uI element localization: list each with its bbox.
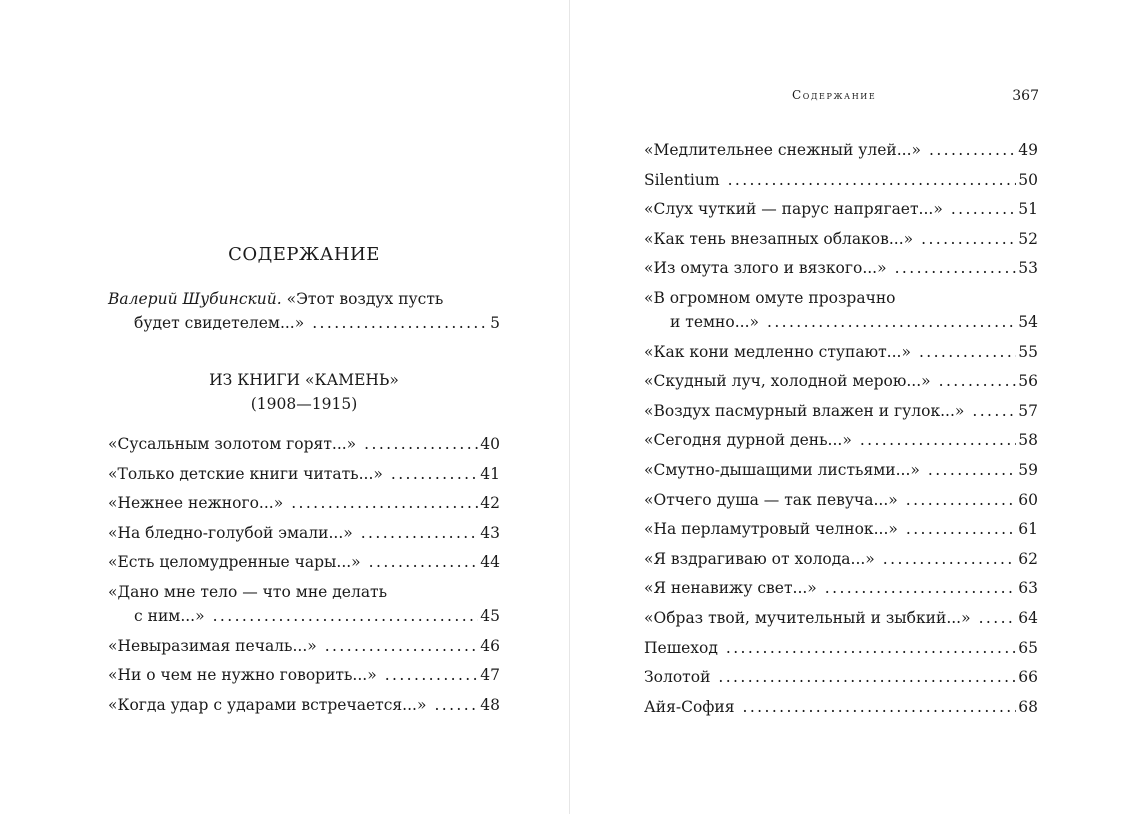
toc-entry-page: 43 <box>480 523 500 542</box>
section-years: (1908—1915) <box>250 395 358 413</box>
toc-entry[interactable] <box>644 665 1038 689</box>
dot-leader <box>434 693 478 717</box>
section-heading: ИЗ КНИГИ «КАМЕНЬ» <box>209 371 399 389</box>
toc-entry-title: «Нежнее нежного...» <box>108 494 284 513</box>
toc-entry-page: 41 <box>480 464 500 483</box>
toc-entry-title: «На бледно-голубой эмали...» <box>108 523 353 542</box>
toc-entry-title: «Я ненавижу свет...» <box>644 579 817 598</box>
toc-entry-title: «Я вздрагиваю от холода...» <box>644 549 875 568</box>
intro-title-line1: «Этот воздух пусть <box>286 290 444 308</box>
toc-entry-title-line2: с ним...» <box>134 606 205 625</box>
dot-leader <box>364 432 478 456</box>
toc-entry-title: Silentium <box>644 170 720 189</box>
toc-entry[interactable] <box>108 634 500 658</box>
toc-entry[interactable] <box>644 168 1038 192</box>
dot-leader <box>391 462 478 486</box>
toc-entry-title: «Ни о чем не нужно говорить...» <box>108 666 377 685</box>
toc-entry-page: 47 <box>480 666 500 685</box>
toc-entry-page: 52 <box>1018 229 1038 248</box>
toc-entry-title: Золотой <box>644 668 711 687</box>
toc-entry-page: 61 <box>1018 520 1038 539</box>
toc-entry[interactable] <box>108 550 500 574</box>
toc-entry-multiline[interactable] <box>644 286 1038 334</box>
toc-entry[interactable] <box>644 517 1038 541</box>
toc-entry-page: 55 <box>1018 342 1038 361</box>
toc-entry[interactable] <box>644 636 1038 660</box>
toc-entry-title: «Отчего душа — так певуча...» <box>644 490 898 509</box>
toc-entry-page: 45 <box>480 606 500 625</box>
dot-leader <box>726 636 1016 660</box>
toc-entry[interactable] <box>644 488 1038 512</box>
dot-leader <box>951 197 1016 221</box>
toc-entry-title: «Сусальным золотом горят...» <box>108 435 357 453</box>
toc-intro-entry[interactable] <box>108 287 500 335</box>
toc-entry[interactable] <box>644 197 1038 221</box>
toc-entry-page: 63 <box>1018 579 1038 598</box>
left-toc-list <box>108 432 500 722</box>
toc-entry[interactable] <box>644 428 1038 452</box>
toc-entry-title: «Как тень внезапных облаков...» <box>644 229 914 248</box>
toc-entry-page: 44 <box>480 553 500 572</box>
dot-leader <box>728 168 1017 192</box>
toc-entry-title: «Смутно-дышащими листьями...» <box>644 460 920 479</box>
toc-entry-title-line2: и темно...» <box>670 312 759 331</box>
dot-leader <box>312 311 488 335</box>
toc-entry-page: 54 <box>1018 312 1038 331</box>
toc-entry-page: 50 <box>1018 170 1038 189</box>
toc-entry[interactable] <box>108 462 500 486</box>
dot-leader <box>921 227 1016 251</box>
toc-entry-title: «Сегодня дурной день...» <box>644 431 852 450</box>
dot-leader <box>919 340 1016 364</box>
toc-entry-page: 65 <box>1018 638 1038 657</box>
toc-entry-title: «Образ твой, мучительный и зыбкий...» <box>644 608 971 627</box>
toc-entry[interactable] <box>108 432 500 456</box>
toc-entry[interactable] <box>108 663 500 687</box>
toc-entry-page: 42 <box>480 494 500 513</box>
toc-entry-page: 56 <box>1018 372 1038 391</box>
intro-page-number: 5 <box>490 314 500 332</box>
dot-leader <box>939 369 1017 393</box>
dot-leader <box>718 665 1016 689</box>
toc-entry-title: «Слух чуткий — парус напрягает...» <box>644 200 943 219</box>
toc-entry-page: 49 <box>1018 141 1038 159</box>
dot-leader <box>906 488 1016 512</box>
toc-entry-title: «Воздух пасмурный влажен и гулок...» <box>644 401 965 420</box>
intro-author: Валерий Шубинский. <box>108 290 282 308</box>
dot-leader <box>883 547 1016 571</box>
toc-entry-title: «Есть целомудренные чары...» <box>108 553 361 572</box>
toc-entry[interactable] <box>644 576 1038 600</box>
toc-entry-page: 66 <box>1018 668 1038 687</box>
toc-entry[interactable] <box>644 369 1038 393</box>
toc-entry-page: 60 <box>1018 490 1038 509</box>
toc-entry-page: 64 <box>1018 608 1038 627</box>
toc-entry-title: «Медлительнее снежный улей...» <box>644 141 921 159</box>
toc-entry-page: 40 <box>480 435 500 453</box>
toc-entry[interactable] <box>108 693 500 717</box>
toc-entry-page: 62 <box>1018 549 1038 568</box>
dot-leader <box>213 604 479 628</box>
left-page <box>0 0 569 814</box>
toc-entry-title: Пешеход <box>644 638 718 657</box>
toc-entry-page: 57 <box>1018 401 1038 420</box>
dot-leader <box>361 521 479 545</box>
toc-entry-page: 53 <box>1018 259 1038 278</box>
toc-entry-title-line1: «Дано мне тело — что мне делать <box>108 582 388 601</box>
toc-entry[interactable] <box>644 547 1038 571</box>
dot-leader <box>928 458 1016 482</box>
dot-leader <box>825 576 1016 600</box>
toc-entry-page: 59 <box>1018 460 1038 479</box>
dot-leader <box>767 310 1016 334</box>
toc-entry-title: «Из омута злого и вязкого...» <box>644 259 887 278</box>
toc-entry[interactable] <box>644 138 1038 162</box>
toc-entry[interactable] <box>644 695 1038 719</box>
toc-entry-page: 46 <box>480 636 500 655</box>
dot-leader <box>929 138 1016 162</box>
toc-entry[interactable] <box>644 606 1038 630</box>
dot-leader <box>972 399 1016 423</box>
toc-entry-page: 68 <box>1018 697 1038 716</box>
dot-leader <box>895 256 1017 280</box>
toc-entry-page: 48 <box>480 695 500 714</box>
toc-entry[interactable] <box>644 340 1038 364</box>
right-toc-list <box>644 138 1038 724</box>
toc-entry-page: 51 <box>1018 200 1038 219</box>
dot-leader <box>860 428 1016 452</box>
running-head: Содержание <box>792 88 877 102</box>
dot-leader <box>743 695 1017 719</box>
dot-leader <box>369 550 479 574</box>
toc-entry[interactable] <box>108 521 500 545</box>
toc-entry-page: 58 <box>1018 431 1038 450</box>
toc-entry-title: «Когда удар с ударами встречается...» <box>108 695 427 714</box>
intro-title-line2: будет свидетелем...» <box>134 314 305 332</box>
page-number: 367 <box>1012 88 1039 104</box>
toc-entry-title: «Невыразимая печаль...» <box>108 636 317 655</box>
toc-entry-continuation <box>644 310 1038 334</box>
dot-leader <box>325 634 479 658</box>
dot-leader <box>979 606 1017 630</box>
toc-entry-title: Айя-София <box>644 697 735 716</box>
dot-leader <box>291 491 478 515</box>
toc-entry[interactable] <box>644 227 1038 251</box>
toc-title: СОДЕРЖАНИЕ <box>228 244 380 265</box>
right-page <box>570 0 1139 814</box>
toc-entry[interactable] <box>644 256 1038 280</box>
toc-entry-continuation <box>108 604 500 628</box>
toc-entry-title: «Как кони медленно ступают...» <box>644 342 911 361</box>
toc-entry-title: «На перламутровый челнок...» <box>644 520 898 539</box>
section-heading-block <box>108 368 500 416</box>
toc-entry[interactable] <box>644 458 1038 482</box>
dot-leader <box>906 517 1016 541</box>
toc-entry[interactable] <box>644 399 1038 423</box>
toc-entry-title-line1: «В огромном омуте прозрачно <box>644 288 896 307</box>
toc-entry-title: «Скудный луч, холодной мерою...» <box>644 372 931 391</box>
toc-intro-first-line <box>108 290 443 308</box>
toc-intro-row <box>108 311 500 335</box>
toc-entry-multiline[interactable] <box>108 580 500 628</box>
toc-entry-title: «Только детские книги читать...» <box>108 464 383 483</box>
toc-entry[interactable] <box>108 491 500 515</box>
dot-leader <box>385 663 479 687</box>
